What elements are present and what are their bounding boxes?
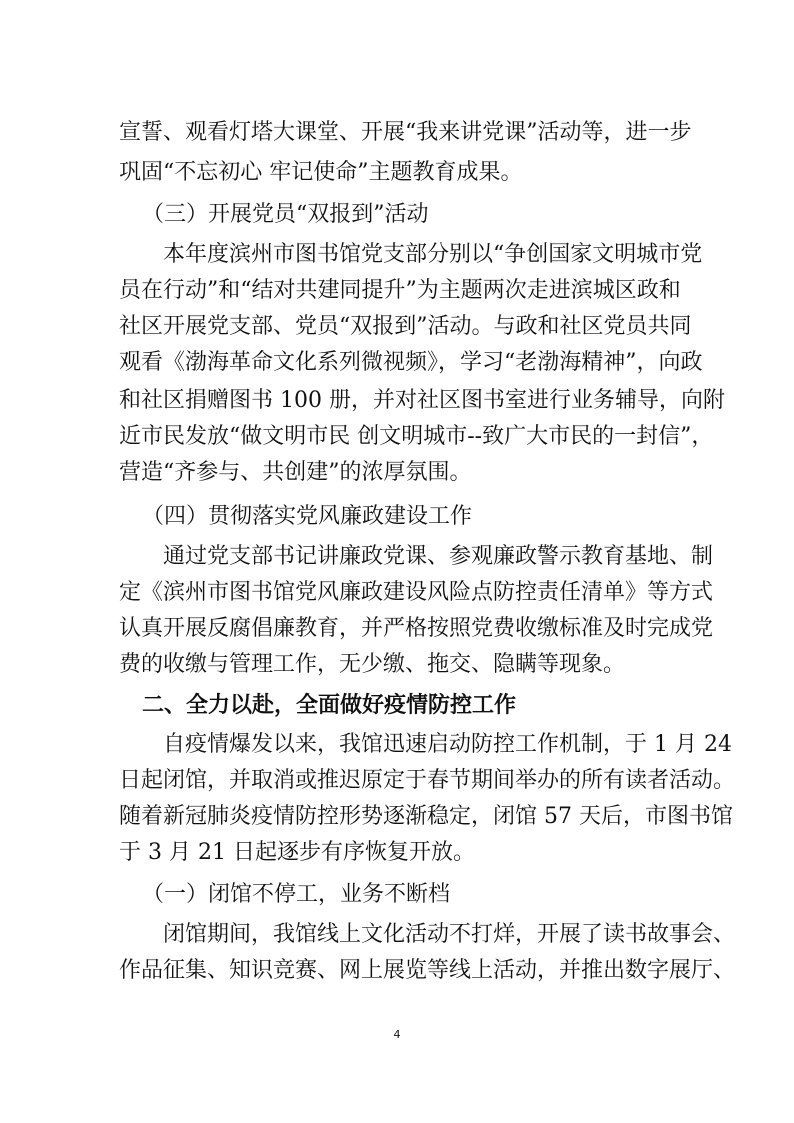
body-text-line: 作品征集、知识竞赛、网上展览等线上活动，并推出数字展厅、 [119, 958, 736, 983]
body-text-line: 巩固“不忘初心 牢记使命”主题教育成果。 [119, 160, 523, 185]
subsection-heading-4: （四）贯彻落实党风廉政建设工作 [142, 504, 473, 529]
body-text-line: 和社区捐赠图书 100 册，并对社区图书室进行业务辅导，向附 [119, 388, 725, 413]
body-text-line: 认真开展反腐倡廉教育，并严格按照党费收缴标准及时完成党 [119, 616, 714, 641]
body-text-line: 于 3 月 21 日起逐步有序恢复开放。 [119, 840, 475, 865]
subsection-heading-1: （一）闭馆不停工，业务不断档 [142, 882, 451, 907]
body-text-line: 定《滨州市图书馆党风廉政建设风险点防控责任清单》等方式 [119, 580, 714, 605]
body-text-line: 通过党支部书记讲廉政党课、参观廉政警示教育基地、制 [163, 544, 714, 569]
body-text-line: 营造“齐参与、共创建”的浓厚氛围。 [119, 460, 472, 485]
body-text-line: 随着新冠肺炎疫情防控形势逐渐稳定，闭馆 57 天后，市图书馆 [119, 804, 733, 829]
body-text-line: 费的收缴与管理工作，无少缴、拖交、隐瞒等现象。 [119, 652, 626, 677]
section-heading-2: 二、全力以赴，全面做好疫情防控工作 [142, 692, 517, 718]
body-text-line: 闭馆期间，我馆线上文化活动不打烊，开展了读书故事会、 [163, 922, 736, 947]
page-number: 4 [393, 1028, 401, 1041]
body-text-line: 宣誓、观看灯塔大课堂、开展“我来讲党课”活动等，进一步 [119, 120, 692, 145]
body-text-line: 本年度滨州市图书馆党支部分别以“争创国家文明城市党 [163, 242, 703, 267]
body-text-line: 观看《渤海革命文化系列微视频》，学习“老渤海精神”，向政 [119, 350, 703, 375]
body-text-line: 社区开展党支部、党员“双报到”活动。与政和社区党员共同 [119, 314, 692, 339]
body-text-line: 日起闭馆，并取消或推迟原定于春节期间举办的所有读者活动。 [119, 768, 736, 793]
subsection-heading-3: （三）开展党员“双报到”活动 [142, 202, 429, 227]
body-text-line: 员在行动”和“结对共建同提升”为主题两次走进滨城区政和 [119, 278, 681, 303]
body-text-line: 自疫情爆发以来，我馆迅速启动防控工作机制，于 1 月 24 [163, 732, 732, 757]
body-text-line: 近市民发放“做文明市民 创文明城市--致广大市民的一封信”， [119, 424, 714, 449]
